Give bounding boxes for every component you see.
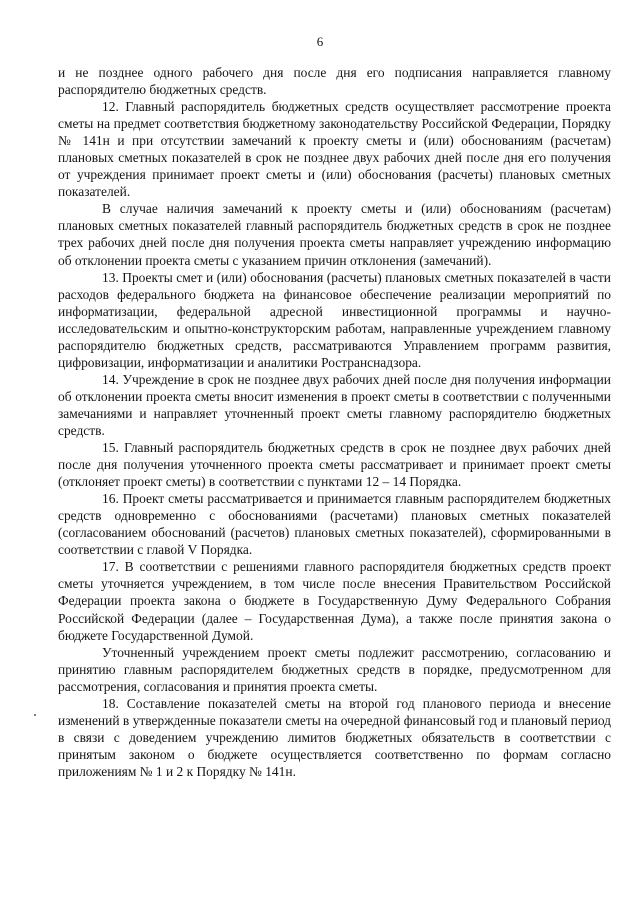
page-number: 6	[316, 34, 324, 49]
paragraph-remarks-case: В случае наличия замечаний к проекту сметы и (или) обоснованиям (расчетам) плановых сметных показателей главный распорядитель бюджетных средств в срок не позднее трех рабочих дней после дня получения проекта сметы направляет учреждению информацию об отклонении проекта сметы с указанием причин отклонения (замечаний).	[58, 201, 611, 268]
document-body	[58, 64, 611, 780]
paragraph-item-18: 18. Составление показателей сметы на второй год планового периода и внесение изменений в утвержденные показатели сметы на очередной финансовый год и плановый период в связи с доведением учреждению лимитов бюджетных обязательств в соответствии с принятым законом о бюджете осуществляется соответственно по формам согласно приложениям № 1 и 2 к Порядку № 141н.	[58, 695, 611, 779]
paragraph-item-17: 17. В соответствии с решениями главного распорядителя бюджетных средств проект сметы уточняется учреждением, в том числе после внесения Правительством Российской Федерации проекта закона о бюджете в Государственную Думу Федерального Собрания Российской Федерации (далее – Государственная Дума), а также после принятия закона о бюджете Государственной Думой.	[58, 559, 611, 643]
paragraph-item-14: 14. Учреждение в срок не позднее двух рабочих дней после дня получения информации об отклонении проекта сметы вносит изменения в проект сметы в соответствии с полученными замечаниями и направляет уточненный проект сметы главному распорядителю бюджетных средств.	[58, 371, 611, 438]
paragraph-item-15: 15. Главный распорядитель бюджетных средств в срок не позднее двух рабочих дней после дня получения уточненного проекта сметы рассматривает и принимает проект сметы (отклоняет проект сметы) в соответствии с пунктами 12 – 14 Порядка.	[58, 440, 611, 490]
paragraph-refined-estimate: Уточненный учреждением проект сметы подлежит рассмотрению, согласованию и принятию главным распорядителем бюджетных средств в порядке, предусмотренном для рассмотрения, согласования и принятия проекта сметы.	[58, 644, 611, 694]
paragraph-item-13: 13. Проекты смет и (или) обоснования (расчеты) плановых сметных показателей в части расходов федерального бюджета на финансовое обеспечение реализации мероприятий по информатизации, федеральной адресной инвестиционной программы и научно-исследовательским и опытно-конструкторским работам, направленные учреждением главному распорядителю бюджетных средств, рассматриваются Управлением программ развития, цифровизации, информатизации и аналитики Ространснадзора.	[58, 269, 611, 370]
paragraph-continuation: и не позднее одного рабочего дня после дня его подписания направляется главному распорядителю бюджетных средств.	[58, 65, 611, 98]
paragraph-item-12: 12. Главный распорядитель бюджетных средств осуществляет рассмотрение проекта сметы на предмет соответствия бюджетному законодательству Российской Федерации, Порядку № 141н и при отсутствии замечаний к проекту сметы и (или) обоснованиям (расчетам) плановых сметных показателей в срок не позднее двух рабочих дней после дня его получения от учреждения принимает проект сметы и (или) обоснования (расчеты) плановых сметных показателей.	[58, 99, 611, 200]
margin-dot-mark	[34, 714, 36, 716]
paragraph-item-16: 16. Проект сметы рассматривается и принимается главным распорядителем бюджетных средств одновременно с обоснованиями (расчетами) плановых сметных показателей (согласованием обоснований (расчетов) плановых сметных показателей), сформированными в соответствии с главой V Порядка.	[58, 491, 611, 558]
